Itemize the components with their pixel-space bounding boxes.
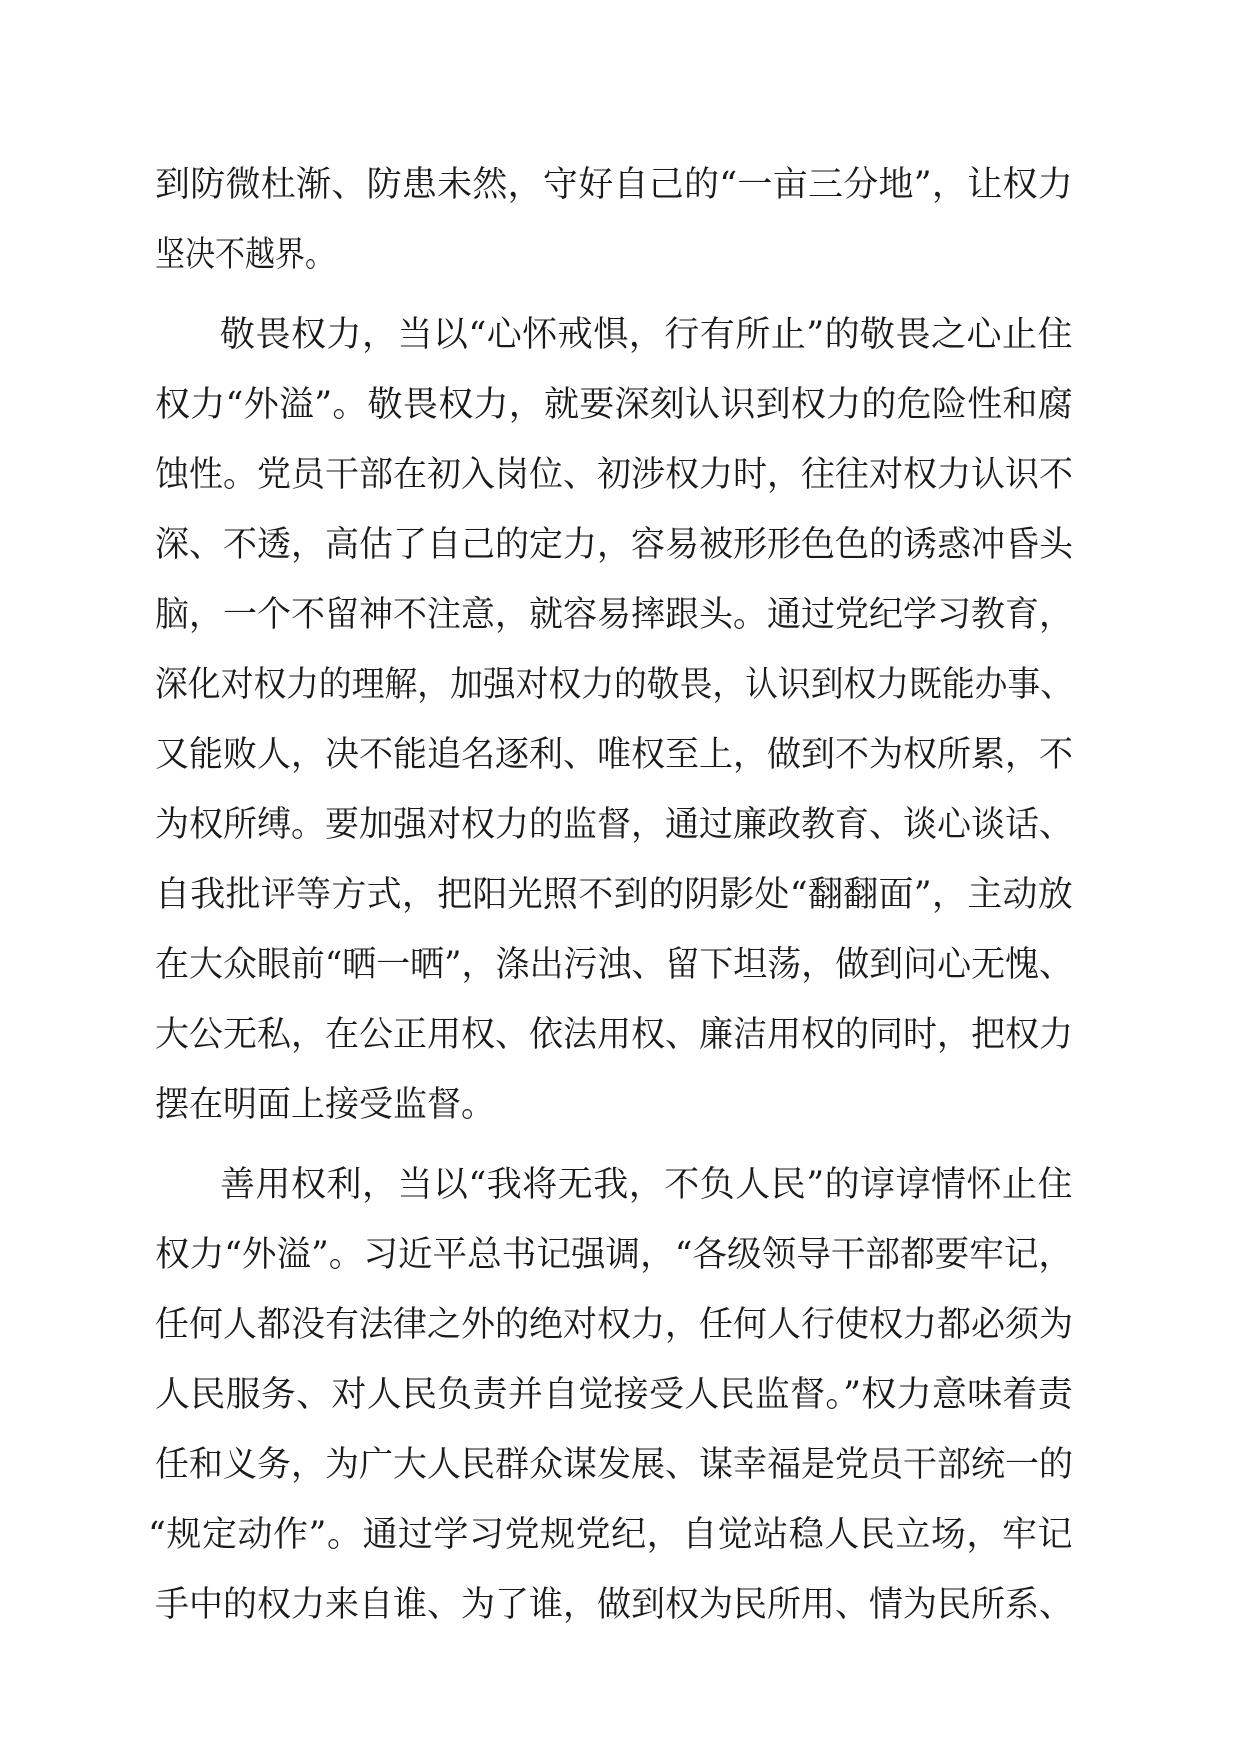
- text-line: 善用权利，当以“我将无我，不负人民”的谆谆情怀止住: [220, 1165, 1073, 1205]
- text-line: 摆在明面上接受监督。: [155, 1085, 495, 1125]
- text-line: 权力“外溢”。敬畏权力，就要深刻认识到权力的危险性和腐: [155, 385, 1073, 425]
- text-line: 任何人都没有法律之外的绝对权力，任何人行使权力都必须为: [155, 1305, 1073, 1345]
- text-line: 大公无私，在公正用权、依法用权、廉洁用权的同时，把权力: [155, 1015, 1073, 1055]
- text-line: 手中的权力来自谁、为了谁，做到权为民所用、情为民所系、: [155, 1585, 1073, 1625]
- text-line: 敬畏权力，当以“心怀戒惧，行有所止”的敬畏之心止住: [220, 315, 1073, 355]
- text-line: 蚀性。党员干部在初入岗位、初涉权力时，往往对权力认识不: [155, 455, 1073, 495]
- text-line: 到防微杜渐、防患未然，守好自己的“一亩三分地”，让权力: [155, 165, 1073, 205]
- text-line: 为权所缚。要加强对权力的监督，通过廉政教育、谈心谈话、: [155, 805, 1073, 845]
- text-line: 脑，一个不留神不注意，就容易摔跟头。通过党纪学习教育，: [155, 595, 1073, 635]
- text-line: 又能败人，决不能追名逐利、唯权至上，做到不为权所累，不: [155, 735, 1073, 775]
- text-line: 人民服务、对人民负责并自觉接受人民监督。”权力意味着责: [155, 1375, 1073, 1415]
- text-line: 权力“外溢”。习近平总书记强调，“各级领导干部都要牢记，: [155, 1235, 1073, 1275]
- text-line: “规定动作”。通过学习党规党纪，自觉站稳人民立场，牢记: [148, 1515, 1073, 1555]
- text-line: 任和义务，为广大人民群众谋发展、谋幸福是党员干部统一的: [155, 1445, 1073, 1485]
- text-line: 自我批评等方式，把阳光照不到的阴影处“翻翻面”，主动放: [155, 875, 1073, 915]
- text-line: 深化对权力的理解，加强对权力的敬畏，认识到权力既能办事、: [155, 665, 1073, 705]
- text-line: 深、不透，高估了自己的定力，容易被形形色色的诱惑冲昏头: [155, 525, 1073, 565]
- text-line: 在大众眼前“晒一晒”，涤出污浊、留下坦荡，做到问心无愧、: [155, 945, 1073, 985]
- text-line: 坚决不越界。: [155, 235, 335, 275]
